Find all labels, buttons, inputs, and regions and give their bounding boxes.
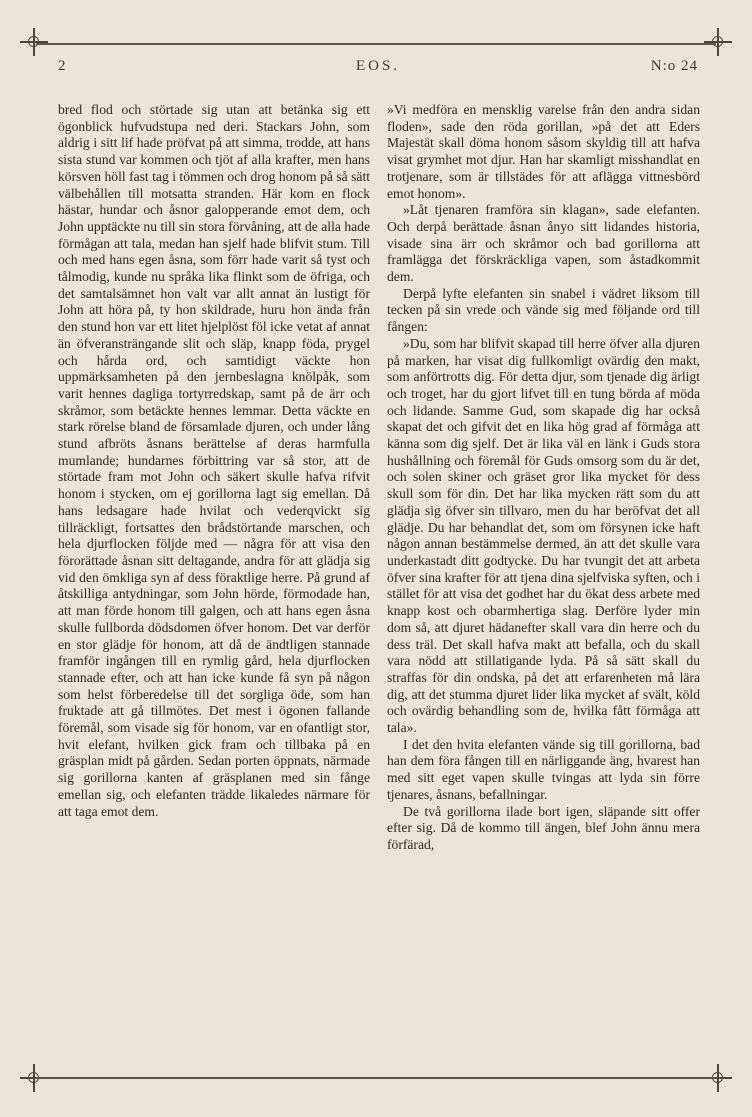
page-number: 2 [58,58,66,74]
registration-mark-top-right [704,28,732,56]
right-column [387,102,700,854]
registration-mark-top-left [20,28,48,56]
bottom-rule [36,1077,716,1079]
running-header [58,58,698,80]
paragraph: bred flod och störtade sig utan att betänka sig ett ögonblick hufvudstupa ned deri. Stackars John, som aldrig i sitt lif hade pröfvat på att simma, trodde, att hans sista stund var kommen och tjöt af alla krafter, men hans körsven höll fast tag i tömmen och drog honom på så sätt välbehållen till motsatta stranden. Här kom en flock hästar, hundar och åsnor galopperande emot dem, och John upptäckte nu till sin stora förvåning, att de alla hade förmågan att tala, medan han sjelf hade blifvit stum. Till och med hans egen åsna, som förr hade varit så tyst och tålmodig, kunde nu språka lika flinkt som de öfriga, och det samtalsämnet hon valt var allt annat än lustigt för John att höra på, ty hon skildrade, huru hon ända från den stund hon var ett litet hjelplöst föl icke vetat af annat än öfveransträngande slit och släp, knapp föda, prygel och hårda ord, och samtidigt väckte hon uppmärksamheten på den jernbeslagna knölpåk, som varit hennes dagliga tortyrredskap, samt på de ärr och skråmor, som betäckte hennes lemmar. Detta väckte en stark rörelse bland de församlade djuren, och under lång stund afbröts åsnans berättelse af deras harmfulla mumlande; hundarnes förbittring var så stor, att de störtade fram mot John och säkert skulle hafva rifvit honom i stycken, om ej gorillorna lagt sig emellan. Då hans ledsagare hade hvilat och vederqvickt sig tillräckligt, fortsattes den brådstörtande marschen, och hela djurflocken följde med — några för att visa den förorättade åsnan sitt deltagande, andra för att glädja sig vid den ömkliga syn af dess föraktlige herre. På grund af åtskilliga antydningar, som John hörde, förmodade han, att man förde honom till galgen, och att hans egen åsna skulle fullborda dödsdomen öfver honom. Det var derför en stor glädje för honom, att då de ändtligen stannade framför ingången till en rymlig gård, hela djurflocken stannade efter, och att han icke kunde få syn på någon som helst förberedelse till det sorgliga öde, som han fruktade att gå tillmötes. Det mest i ögonen fallande föremål, som visade sig för honom, var en ofantligt stor, hvit elefant, hvilken gick fram och tillbaka på en gräsplan midt på gården. Sedan porten öppnats, närmade sig gorillorna kanten af gräsplanen med sin fånge emellan sig, och elefanten trädde likaledes närmare för att taga emot dem. [58,102,370,819]
paragraph: Derpå lyfte elefanten sin snabel i vädret liksom till tecken på sin vrede och vände sig med följande ord till fången: [387,285,700,335]
issue-number: N:o 24 [650,58,698,74]
paragraph: De två gorillorna ilade bort igen, släpande sitt offer efter sig. Då de kommo till ängen, blef John ännu mera förfärad, [387,803,700,852]
journal-title: EOS. [355,58,401,74]
left-column [58,102,370,820]
top-rule [36,43,716,45]
paragraph: »Vi medföra en mensklig varelse från den andra sidan floden», sade den röda gorillan, »på det att Eders Majestät skall döma honom såsom skyldig till att hafva visat grymhet mot djur. Han har skamligt misshandlat en trotjenare, som är tillstädes för att aflägga vittnesbörd emot honom». [387,102,700,201]
paragraph: I det den hvita elefanten vände sig till gorillorna, bad han dem föra fången till en närliggande äng, hvarest han med sitt eget vapen skulle tvingas att lyda sin förre tjenares, åsnans, befallningar. [387,736,700,802]
paragraph: »Du, som har blifvit skapad till herre öfver alla djuren på marken, har visat dig fullkomligt ovärdig den makt, som anförtrotts dig. För detta djur, som tjenade dig ärligt och troget, har du gjort lifvet till en tung börda af möda och lidande. Samme Gud, som skapade dig har också skapat det och gifvit det en lika hög grad af förmåga att känna som dig sjelf. Det är lika väl en länk i Guds stora hushållning och föremål för Guds omsorg som du är det, och solen skiner och gräset gror lika mycket för dess skull som för din. Det har lika mycken rätt som du att glädja sig öfver sin tillvaro, men du har beröfvat det all glädje. Du har behandlat det, som om försynen icke haft någon annan bestämmelse dermed, än att det skulle vara underkastadt ditt godtycke. Du har tvungit det att arbeta öfver sina krafter för att tjena dina sjelfviska syften, och i stället för att visa det godhet har du ökat dess arbete med knapp kost och obarmhertiga slag. Derföre lyder min dom så, att djuret hädanefter skall vara din herre och du dess träl. Det skall hafva makt att befalla, och du skall vara nödd att stillatigande lyda. På så sätt skall du straffas för din ondska, på det att erfarenheten må lära dig, att det stumma djuret lider lika mycket af svält, köld och ovärdig behandling som de, hvilka fått förmåga att tala». [387,335,700,736]
paragraph: »Låt tjenaren framföra sin klagan», sade elefanten. Och derpå berättade åsnan ånyo sitt lidandes historia, visade sina ärr och skråmor och bad gorillorna att framlägga det förskräckliga vapen, som åstadkommit dem. [387,202,700,285]
